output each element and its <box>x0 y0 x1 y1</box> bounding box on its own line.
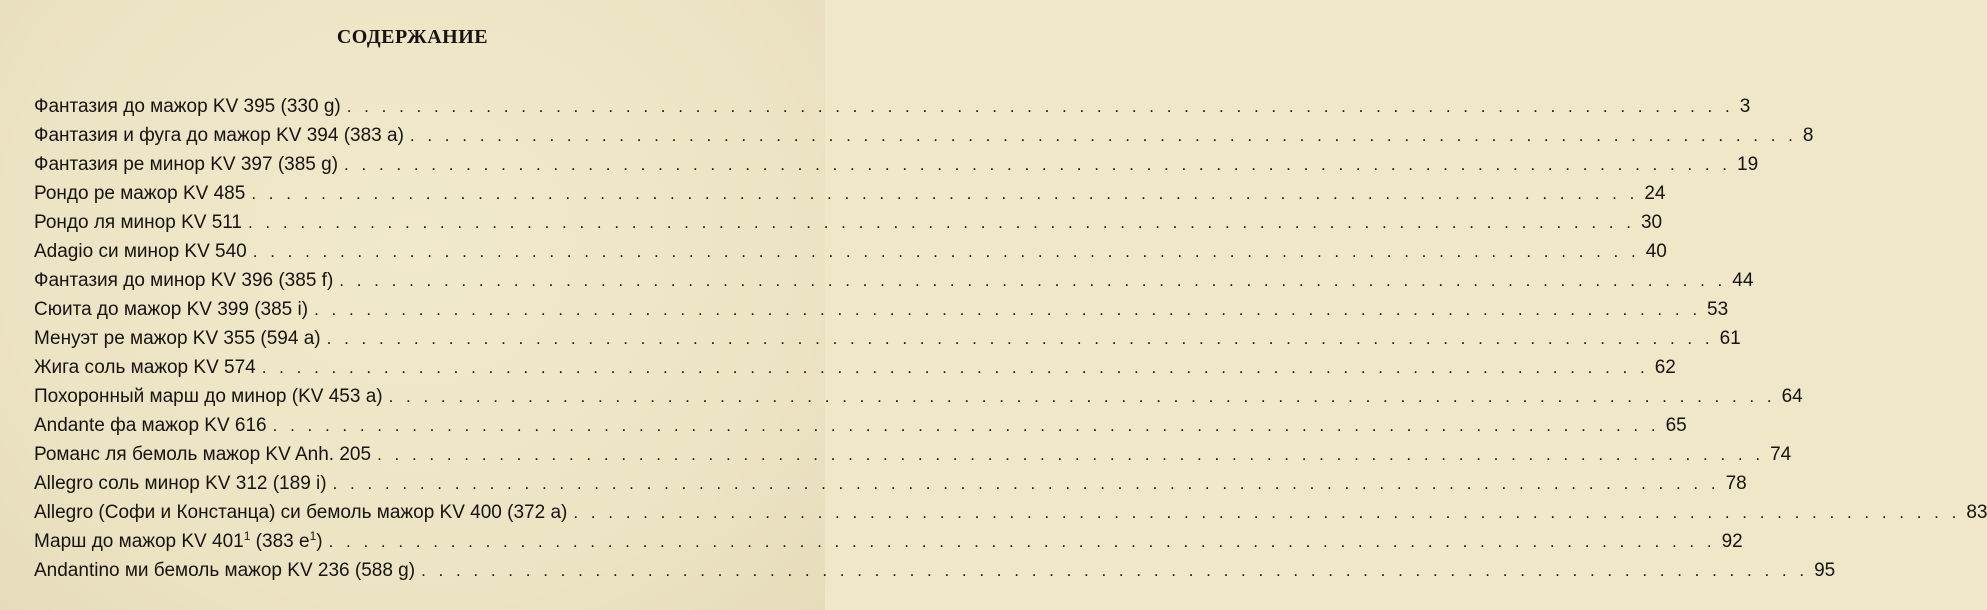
toc-entry <box>34 560 1836 589</box>
dot-leader: . . . . . . . . . . . . . . . . . . . . . . . . . . . . . . . . . . . . . . . . . . . . . . . . . . . . . . . . . . . . . . . . . . . . . . . . . . . . . . . . <box>332 474 1720 493</box>
footnote-marker: 1 <box>243 529 251 543</box>
dot-leader: . . . . . . . . . . . . . . . . . . . . . . . . . . . . . . . . . . . . . . . . . . . . . . . . . . . . . . . . . . . . . . . . . . . . . . . . . . . . . . . . <box>261 358 1649 377</box>
toc-entry-page: 83 <box>1966 502 1987 523</box>
toc-entry <box>34 328 1741 357</box>
toc-entry-title: Andantino ми бемоль мажор KV 236 (588 g) <box>34 560 416 581</box>
toc-entry-title-part: (383 e <box>250 531 310 552</box>
dot-leader: . . . . . . . . . . . . . . . . . . . . . . . . . . . . . . . . . . . . . . . . . . . . . . . . . . . . . . . . . . . . . . . . . . . . . . . . . . . . . . . . <box>326 329 1714 348</box>
toc-entry <box>34 299 1729 328</box>
dot-leader: . . . . . . . . . . . . . . . . . . . . . . . . . . . . . . . . . . . . . . . . . . . . . . . . . . . . . . . . . . . . . . . . . . . . . . . . . . . . . . . . <box>272 416 1660 435</box>
toc-entry-title: Adagio си минор KV 540 <box>34 241 247 262</box>
toc-entry-page: 92 <box>1721 531 1743 552</box>
dot-leader: . . . . . . . . . . . . . . . . . . . . . . . . . . . . . . . . . . . . . . . . . . . . . . . . . . . . . . . . . . . . . . . . . . . . . . . . . . . . . . . . <box>346 97 1734 116</box>
footnote-marker: 1 <box>309 529 317 543</box>
toc-entry <box>34 270 1754 299</box>
toc-entry-page: 30 <box>1640 212 1663 233</box>
toc-entry <box>34 183 1666 212</box>
toc-entry <box>34 415 1687 444</box>
toc-entry-page: 53 <box>1707 299 1729 320</box>
dot-leader: . . . . . . . . . . . . . . . . . . . . . . . . . . . . . . . . . . . . . . . . . . . . . . . . . . . . . . . . . . . . . . . . . . . . . . . . . . . . . . . . <box>252 242 1640 261</box>
toc-entry-page: 61 <box>1719 328 1741 349</box>
toc-entry-page: 19 <box>1737 154 1759 175</box>
toc-entry <box>34 125 1814 154</box>
toc-entry-title: Рондо ля минор KV 511 <box>34 212 242 233</box>
toc-entry-page: 95 <box>1814 560 1836 581</box>
toc-entry-page: 78 <box>1725 473 1747 494</box>
dot-leader: . . . . . . . . . . . . . . . . . . . . . . . . . . . . . . . . . . . . . . . . . . . . . . . . . . . . . . . . . . . . . . . . . . . . . . . . . . . . . . . . <box>314 300 1702 319</box>
toc-entry <box>34 96 1751 125</box>
toc-entry-title-part: ) <box>316 531 323 552</box>
dot-leader: . . . . . . . . . . . . . . . . . . . . . . . . . . . . . . . . . . . . . . . . . . . . . . . . . . . . . . . . . . . . . . . . . . . . . . . . . . . . . . . . <box>388 387 1776 406</box>
dot-leader: . . . . . . . . . . . . . . . . . . . . . . . . . . . . . . . . . . . . . . . . . . . . . . . . . . . . . . . . . . . . . . . . . . . . . . . . . . . . . . . . <box>573 503 1961 522</box>
toc-entry <box>34 241 1667 270</box>
dot-leader: . . . . . . . . . . . . . . . . . . . . . . . . . . . . . . . . . . . . . . . . . . . . . . . . . . . . . . . . . . . . . . . . . . . . . . . . . . . . . . . . <box>247 213 1635 232</box>
toc-entry-page: 65 <box>1665 415 1687 436</box>
toc-entry-page: 64 <box>1781 386 1803 407</box>
table-of-contents <box>34 96 1987 589</box>
toc-entry-title: Фантазия до минор KV 396 (385 f) <box>34 270 334 291</box>
toc-entry-page: 40 <box>1645 241 1667 262</box>
toc-entry <box>34 473 1747 502</box>
toc-entry-title: Allegro соль минор KV 312 (189 i) <box>34 473 327 494</box>
toc-entry-title <box>34 531 329 553</box>
toc-entry-page: 24 <box>1644 183 1666 204</box>
toc-entry-title: Фантазия ре минор KV 397 (385 g) <box>34 154 339 175</box>
dot-leader: . . . . . . . . . . . . . . . . . . . . . . . . . . . . . . . . . . . . . . . . . . . . . . . . . . . . . . . . . . . . . . . . . . . . . . . . . . . . . . . . <box>377 445 1765 464</box>
toc-entry <box>34 212 1663 241</box>
toc-entry <box>34 529 1743 560</box>
toc-entry-title: Похоронный марш до минор (KV 453 a) <box>34 386 383 407</box>
toc-entry-title: Фантазия и фуга до мажор KV 394 (383 a) <box>34 125 404 146</box>
toc-entry-title: Менуэт ре мажор KV 355 (594 a) <box>34 328 321 349</box>
dot-leader: . . . . . . . . . . . . . . . . . . . . . . . . . . . . . . . . . . . . . . . . . . . . . . . . . . . . . . . . . . . . . . . . . . . . . . . . . . . . . . . . <box>409 126 1797 145</box>
toc-entry-title: Andante фа мажор KV 616 <box>34 415 267 436</box>
toc-entry <box>34 386 1803 415</box>
toc-entry-title: Фантазия до мажор KV 395 (330 g) <box>34 96 341 117</box>
dot-leader: . . . . . . . . . . . . . . . . . . . . . . . . . . . . . . . . . . . . . . . . . . . . . . . . . . . . . . . . . . . . . . . . . . . . . . . . . . . . . . . . <box>344 155 1732 174</box>
toc-entry <box>34 154 1759 183</box>
dot-leader: . . . . . . . . . . . . . . . . . . . . . . . . . . . . . . . . . . . . . . . . . . . . . . . . . . . . . . . . . . . . . . . . . . . . . . . . . . . . . . . . <box>339 271 1727 290</box>
toc-entry <box>34 502 1987 531</box>
toc-entry-title: Жига соль мажор KV 574 <box>34 357 256 378</box>
toc-entry-page: 62 <box>1654 357 1676 378</box>
page-title: СОДЕРЖАНИЕ <box>336 26 489 48</box>
toc-entry-page: 74 <box>1770 444 1792 465</box>
toc-entry <box>34 444 1792 473</box>
toc-entry-page: 3 <box>1739 96 1751 117</box>
dot-leader: . . . . . . . . . . . . . . . . . . . . . . . . . . . . . . . . . . . . . . . . . . . . . . . . . . . . . . . . . . . . . . . . . . . . . . . . . . . . . . . . <box>421 561 1809 580</box>
toc-entry-title: Романс ля бемоль мажор KV Anh. 205 <box>34 444 372 465</box>
toc-entry <box>34 357 1676 386</box>
dot-leader: . . . . . . . . . . . . . . . . . . . . . . . . . . . . . . . . . . . . . . . . . . . . . . . . . . . . . . . . . . . . . . . . . . . . . . . . . . . . . . . . <box>328 532 1716 551</box>
dot-leader: . . . . . . . . . . . . . . . . . . . . . . . . . . . . . . . . . . . . . . . . . . . . . . . . . . . . . . . . . . . . . . . . . . . . . . . . . . . . . . . . <box>251 184 1639 203</box>
toc-entry-title-part: Марш до мажор KV 401 <box>34 531 244 552</box>
toc-entry-page: 8 <box>1802 125 1814 146</box>
toc-entry-title: Сюита до мажор KV 399 (385 i) <box>34 299 309 320</box>
toc-entry-title: Allegro (Софи и Констанца) си бемоль мажор KV 400 (372 a) <box>34 502 568 523</box>
toc-entry-page: 44 <box>1732 270 1754 291</box>
toc-entry-title: Рондо ре мажор KV 485 <box>34 183 246 204</box>
